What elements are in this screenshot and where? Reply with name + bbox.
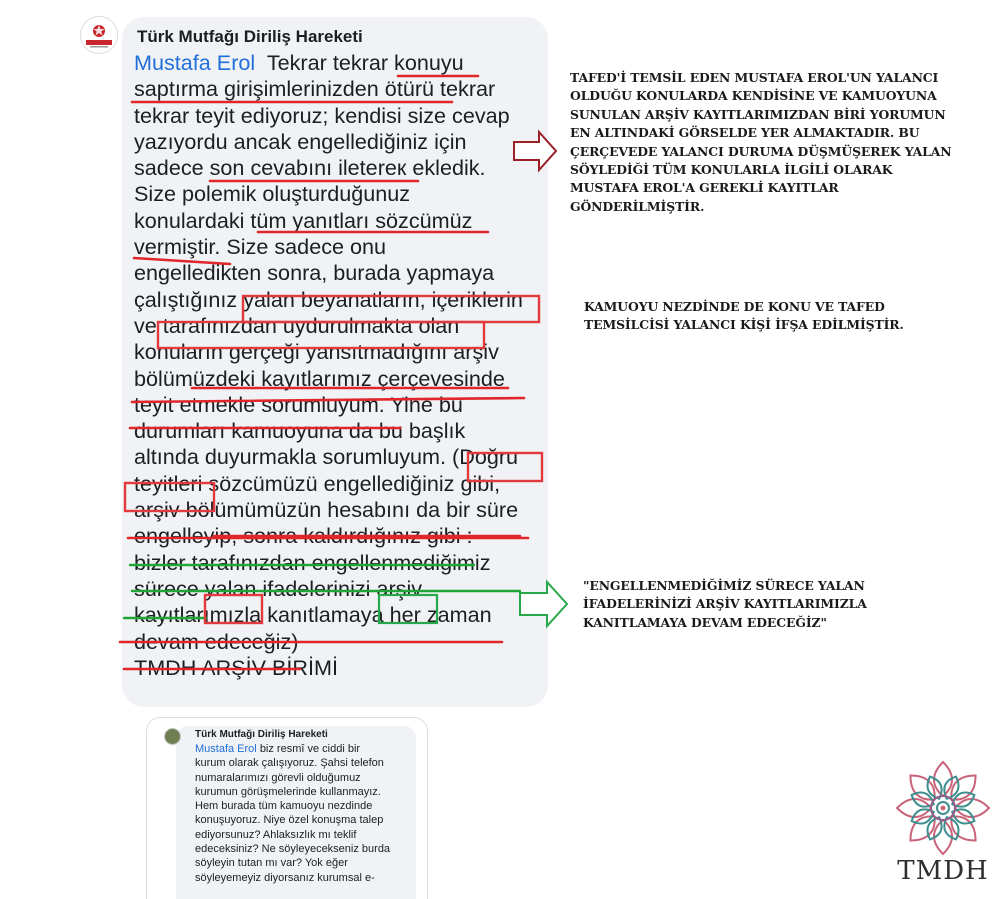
embedded-avatar <box>164 728 181 745</box>
avatar-emblem-icon <box>81 17 117 53</box>
comment-line: teyitleri sözcümüzü engellediğiniz gibi, <box>134 470 501 496</box>
comment-signature: TMDH ARŞİV BİRİMİ <box>134 654 338 680</box>
embedded-screenshot <box>146 717 428 899</box>
embedded-line: edeceksiniz? Ne söyleyecekseniz burda <box>195 843 391 856</box>
comment-line: konulardaki tüm yanıtları sözcümüz <box>134 207 473 233</box>
embedded-comment-author: Türk Mutfağı Diriliş Hareketi <box>195 729 328 740</box>
embedded-line: söyleyemeyiz diyorsanız kurumsal e- <box>195 871 375 884</box>
comment-line: bizler tarafınızdan engellenmediğimiz <box>134 549 491 575</box>
mention-link[interactable]: Mustafa Erol <box>134 50 256 75</box>
comment-line: engelledikten sonra, burada yapmaya <box>134 260 495 286</box>
embedded-comment-text <box>195 742 390 885</box>
comment-line: ve tarafınızdan uydurulmakta olan <box>134 312 460 338</box>
comment-line: sürece yalan ifadelerinizi arşiv <box>134 575 423 601</box>
comment-line: saptırma girişimlerinizden ötürü tekrar <box>134 76 496 102</box>
comment-line: yazıyordu ancak engellediğiniz için <box>134 128 467 154</box>
logo-wordmark: TMDH <box>897 856 989 886</box>
embedded-line: kurumun görüşmelerinde kullanmayız. <box>195 785 381 798</box>
comment-line: çalıştığınız yalan beyanatların, içeriklerin <box>134 286 523 312</box>
page-avatar[interactable] <box>80 16 118 54</box>
comment-author[interactable]: Türk Mutfağı Diriliş Hareketi <box>137 27 363 46</box>
embedded-line: söyleyin tutan mı var? Yok eğer <box>195 857 348 870</box>
tmdh-logo <box>893 758 993 888</box>
embedded-line: ediyorsunuz? Ahlaksızlık mı teklif <box>195 828 357 841</box>
comment-text <box>134 50 546 681</box>
comment-line: vermiştir. Size sadece onu <box>134 234 387 260</box>
comment-line: Mustafa Erol Tekrar tekrar konuyu <box>134 50 464 75</box>
comment-line: altında duyurmakla sorumluyum. (Doğru <box>134 444 519 470</box>
embedded-line: Hem burada tüm kamuoyu nezdinde <box>195 800 373 813</box>
comment-line: durumları kamuoyuna da bu başlık <box>134 418 466 444</box>
annotation-note-1: TAFED'İ TEMSİL EDEN MUSTAFA EROL'UN YALANCI OLDUĞU KONULARDA KENDİSİNE VE KAMUOYUNA SUNULAN ARŞİV KAYITLARIMIZDAN BİRİ YORUMUN EN ALTINDAKİ GÖRSELDE YER ALMAKTADIR. BU ÇERÇEVEDE YALANCI DURUMA DÜŞMÜŞEREK YALAN SÖYLEDİĞİ TÜM KONULARLA İLGİLİ OLARAK MUSTAFA EROL'A GEREKLİ KAYITLAR GÖNDERİLMİŞTİR. <box>570 70 952 214</box>
embedded-mention: Mustafa Erol <box>195 743 257 755</box>
embedded-line: Mustafa Erol biz resmî ve ciddi bir <box>195 743 361 755</box>
comment-line: arşiv bölümümüzün hesabını da bir süre <box>134 497 519 523</box>
comment-line: konuların gerçeği yansıtmadığını arşiv <box>134 339 499 365</box>
annotation-note-3: "ENGELLENMEDİĞİMİZ SÜRECE YALAN İFADELERİNİZİ ARŞİV KAYITLARIMIZLA KANITLAMAYA DEVAM EDECEĞİZ" <box>583 578 867 630</box>
comment-line: engelleyip, sonra kaldırdığınız gibi : <box>134 523 473 549</box>
comment-line: devam edeceğiz) <box>134 628 299 654</box>
embedded-line: konuşuyoruz. Niye özel konuşma talep <box>195 814 384 827</box>
mandala-icon <box>893 758 993 858</box>
embedded-line: kurum olarak çalışıyoruz. Şahsi telefon <box>195 757 384 770</box>
comment-line: kayıtlarımızla kanıtlamaya her zaman <box>134 602 492 628</box>
comment-line: teyit etmekle sorumluyum. Yine bu <box>134 391 463 417</box>
annotation-note-2: KAMUOYU NEZDİNDE DE KONU VE TAFED TEMSİLCİSİ YALANCI KİŞİ İFŞA EDİLMİŞTİR. <box>584 299 904 333</box>
comment-line: sadece son cevabını iletereк ekledik. <box>134 155 486 181</box>
comment-line: bölümüzdeki kayıtlarımız çerçevesinde <box>134 365 505 391</box>
comment-line: Size polemik oluşturduğunuz <box>134 181 411 207</box>
comment-line: tekrar teyit ediyoruz; kendisi size cevap <box>134 102 510 128</box>
embedded-line: numaralarımızı görevli olduğumuz <box>195 771 361 784</box>
